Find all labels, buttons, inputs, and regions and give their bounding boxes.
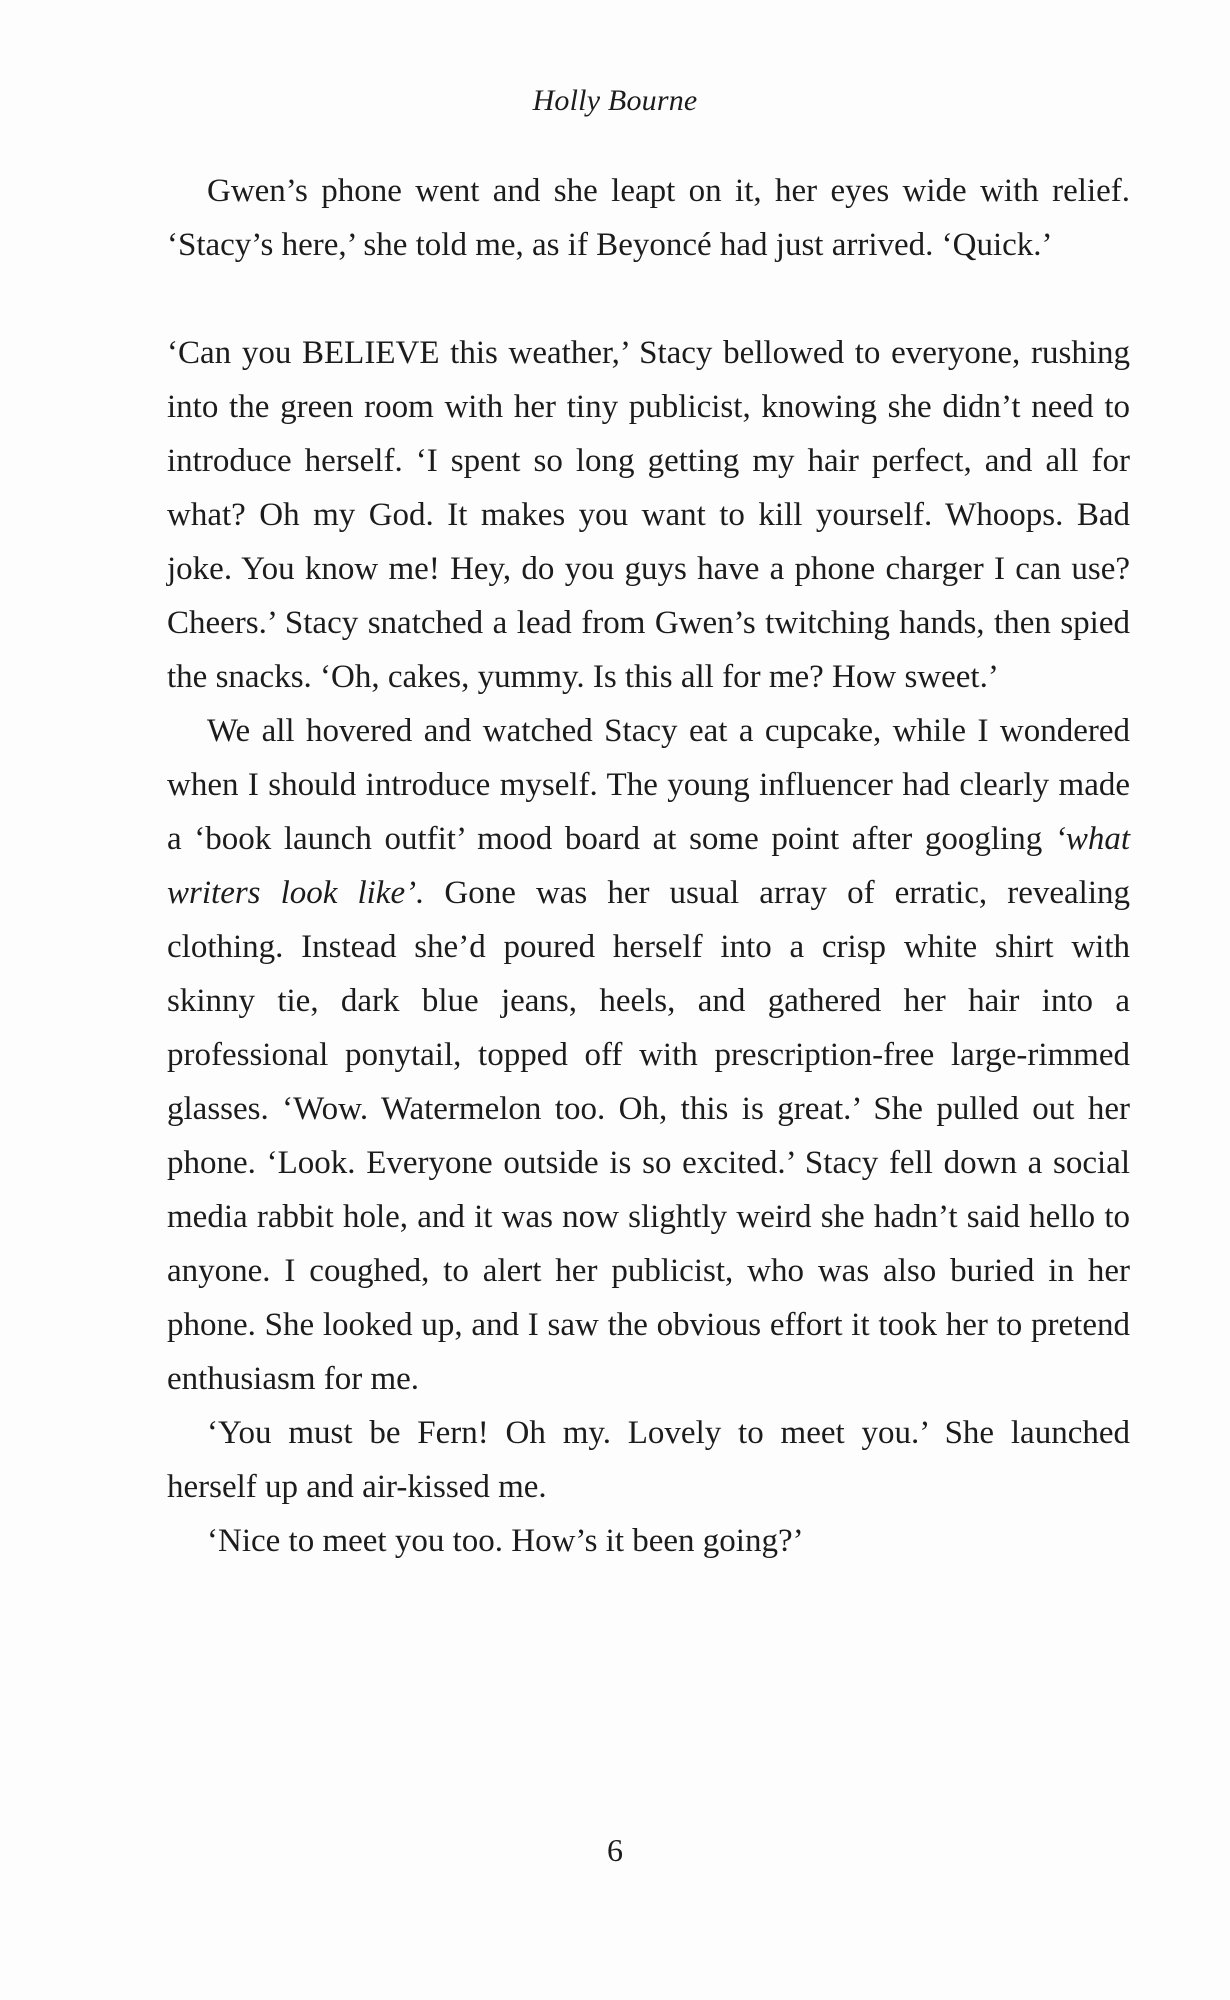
paragraph-1: Gwen’s phone went and she leapt on it, her eyes wide with relief. ‘Stacy’s here,’ she told me, as if Beyoncé had just arrived. ‘Quick.’: [167, 173, 1130, 263]
paragraph-3: [167, 704, 1130, 1406]
paragraph-4: ‘You must be Fern! Oh my. Lovely to meet you.’ She launched herself up and air-kissed me.: [167, 1415, 1130, 1505]
body-text: [167, 164, 1130, 1568]
italic-phrase: ‘what writers look like’.: [167, 821, 1130, 911]
paragraph-5: ‘Nice to meet you too. How’s it been going?’: [207, 1523, 804, 1559]
paragraph-3-text-a: We all hovered and watched Stacy eat a cupcake, while I wondered when I should introduce myself. The young influencer had clearly made a ‘book launch outfit’ mood board at some point after googling: [167, 713, 1130, 857]
page-number: 6: [607, 1832, 623, 1868]
paragraph-2: ‘Can you BELIEVE this weather,’ Stacy bellowed to everyone, rushing into the green room with her tiny publicist, knowing she didn’t need to introduce herself. ‘I spent so long getting my hair perfect, and all for what? Oh my God. It makes you want to kill yourself. Whoops. Bad joke. You know me! Hey, do you guys have a phone charger I can use? Cheers.’ Stacy snatched a lead from Gwen’s twitching hands, then spied the snacks. ‘Oh, cakes, yummy. Is this all for me? How sweet.’: [167, 335, 1130, 695]
paragraph-3-text-b: Gone was her usual array of erratic, revealing clothing. Instead she’d poured herself into a crisp white shirt with skinny tie, dark blue jeans, heels, and gathered her hair into a professional ponytail, topped off with prescription-free large-rimmed glasses. ‘Wow. Watermelon too. Oh, this is great.’ She pulled out her phone. ‘Look. Everyone outside is so excited.’ Stacy fell down a social media rabbit hole, and it was now slightly weird she hadn’t said hello to anyone. I coughed, to alert her publicist, who was also buried in her phone. She looked up, and I saw the obvious effort it took her to pretend enthusiasm for me.: [167, 875, 1130, 1397]
running-head: Holly Bourne: [532, 84, 698, 117]
